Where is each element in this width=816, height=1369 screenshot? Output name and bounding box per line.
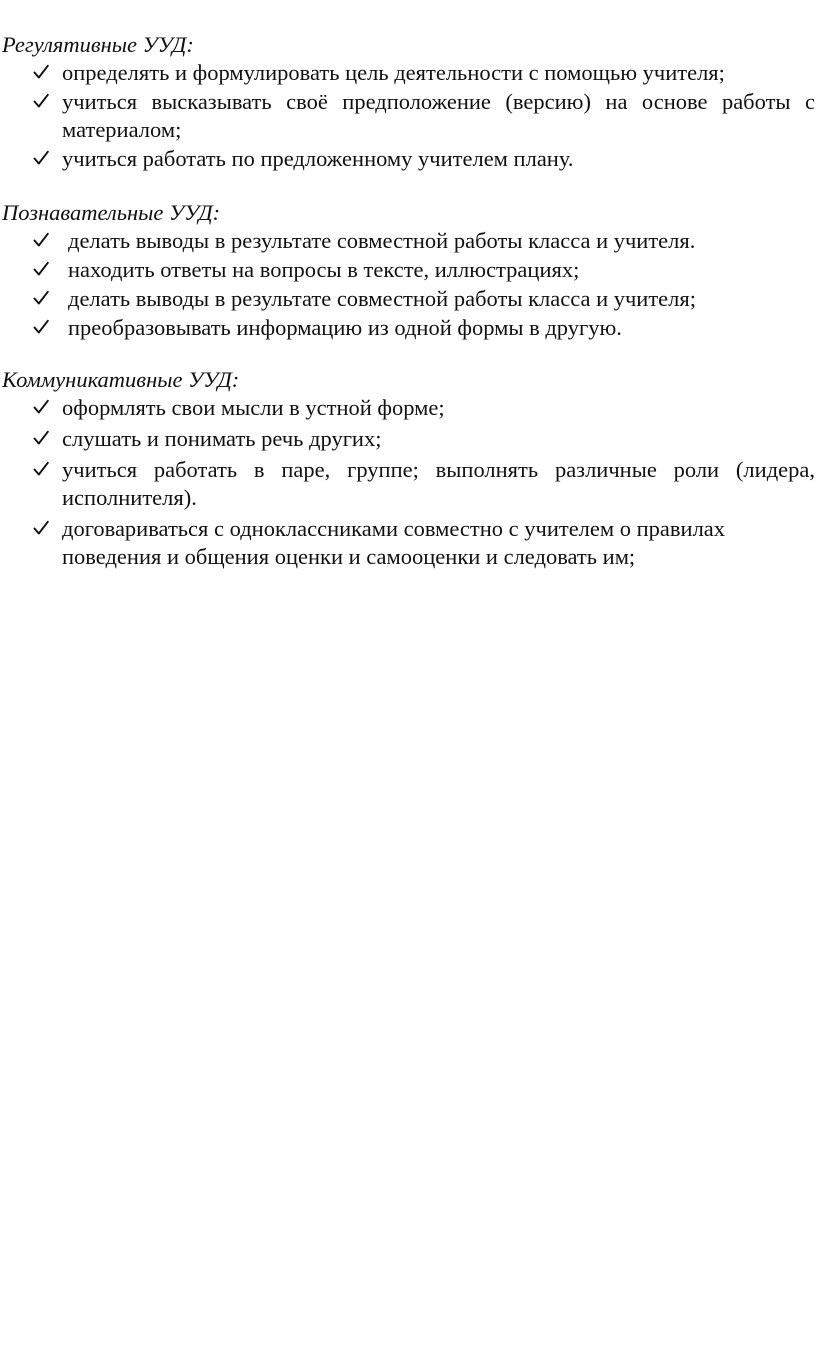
section-title-regulatory: Регулятивные УУД: [2, 32, 194, 57]
checkmark-icon [33, 232, 49, 248]
list-item-text: учиться высказывать своё предположение (версию) на основе работы с материалом; [62, 89, 815, 142]
section-cognitive [0, 199, 816, 343]
checklist-cognitive [0, 227, 816, 342]
list-item [0, 425, 816, 453]
list-item [0, 227, 816, 255]
list-item [0, 285, 816, 313]
list-item [0, 256, 816, 284]
list-item-text: преобразовывать информацию из одной формы в другую. [68, 315, 622, 340]
list-item-text: учиться работать по предложенному учителем плану. [62, 146, 574, 171]
section-title-cognitive: Познавательные УУД: [2, 200, 221, 225]
list-item-text: делать выводы в результате совместной работы класса и учителя. [68, 228, 696, 253]
list-item [0, 59, 816, 87]
checkmark-icon [33, 430, 49, 446]
list-item [0, 314, 816, 342]
list-item-text: определять и формулировать цель деятельности с помощью учителя; [62, 60, 725, 85]
section-title-communicative: Коммуникативные УУД: [2, 367, 240, 392]
list-item [0, 394, 816, 422]
checklist-communicative [0, 394, 816, 571]
list-item-text: делать выводы в результате совместной работы класса и учителя; [68, 286, 696, 311]
checkmark-icon [33, 319, 49, 335]
checklist-regulatory [0, 59, 816, 173]
checkmark-icon [33, 461, 49, 477]
list-item-text: оформлять свои мысли в устной форме; [62, 395, 445, 420]
checkmark-icon [33, 93, 49, 109]
checkmark-icon [33, 64, 49, 80]
checkmark-icon [33, 290, 49, 306]
checkmark-icon [33, 150, 49, 166]
list-item-text: учиться работать в паре, группе; выполнять различные роли (лидера, исполнителя). [62, 457, 815, 510]
checkmark-icon [33, 261, 49, 277]
list-item [0, 456, 816, 512]
list-item-text: находить ответы на вопросы в тексте, иллюстрациях; [68, 257, 580, 282]
list-item-text: слушать и понимать речь других; [62, 426, 382, 451]
section-regulatory [0, 31, 816, 174]
checkmark-icon [33, 520, 49, 536]
section-communicative [0, 366, 816, 574]
list-item [0, 145, 816, 173]
checkmark-icon [33, 399, 49, 415]
list-item [0, 515, 816, 571]
list-item-text: договариваться с одноклассниками совместно с учителем о правилах поведения и общения оценки и самооценки и следовать им; [62, 516, 726, 569]
list-item [0, 88, 816, 144]
